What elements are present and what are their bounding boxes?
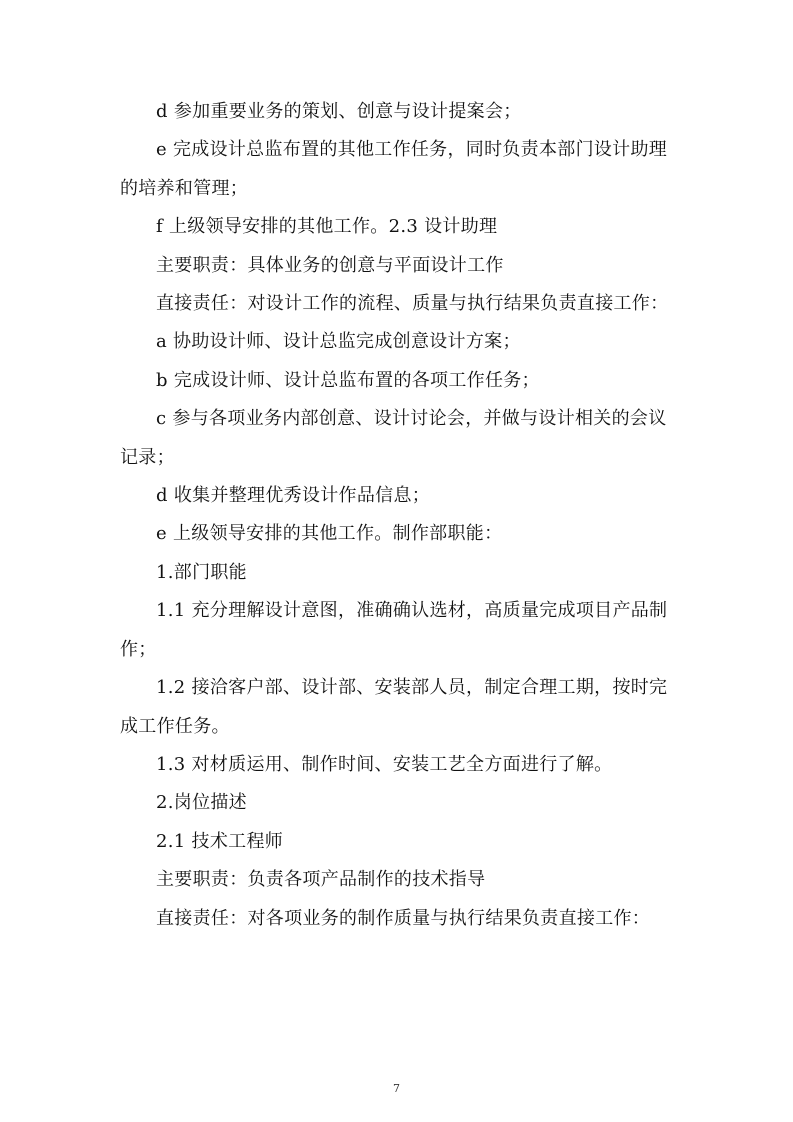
paragraph	[120, 323, 675, 361]
paragraph-line: 2.岗位描述	[156, 792, 247, 814]
paragraph	[120, 93, 675, 131]
paragraph-line: b 完成设计师、设计总监布置的各项工作任务；	[156, 369, 540, 391]
paragraph-line: e 完成设计总监布置的其他工作任务，同时负责本部门设计助理	[156, 139, 668, 161]
paragraph-line: e 上级领导安排的其他工作。制作部职能：	[156, 523, 503, 545]
paragraph-line: 主要职责：负责各项产品制作的技术指导	[156, 869, 486, 891]
paragraph	[120, 900, 675, 938]
paragraph	[120, 746, 675, 784]
subsection-heading	[120, 823, 675, 861]
paragraph-line: 主要职责：具体业务的创意与平面设计工作	[156, 254, 504, 276]
paragraph-line: 直接责任：对设计工作的流程、质量与执行结果负责直接工作：	[156, 293, 669, 315]
paragraph-line: 直接责任：对各项业务的制作质量与执行结果负责直接工作：	[156, 907, 651, 929]
paragraph-line: d 参加重要业务的策划、创意与设计提案会；	[156, 101, 522, 122]
paragraph	[120, 285, 675, 323]
paragraph	[120, 400, 675, 477]
page-number: 7	[393, 1082, 400, 1095]
paragraph	[120, 208, 675, 246]
paragraph-line: d 收集并整理优秀设计作品信息；	[156, 485, 431, 507]
paragraph	[120, 131, 675, 208]
section-heading	[120, 554, 675, 592]
paragraph-line: 2.1 技术工程师	[156, 830, 284, 852]
paragraph	[120, 477, 675, 515]
paragraph-line: 1.3 对材质运用、制作时间、安装工艺全方面进行了解。	[156, 753, 613, 775]
paragraph-line: 记录；	[120, 446, 175, 468]
document-body	[120, 93, 675, 938]
paragraph	[120, 669, 675, 746]
paragraph	[120, 362, 675, 400]
section-heading	[120, 784, 675, 822]
paragraph	[120, 592, 675, 669]
paragraph-line: 1.2 接洽客户部、设计部、安装部人员，制定合理工期，按时完	[156, 677, 668, 699]
paragraph	[120, 247, 675, 285]
paragraph-line: c 参与各项业务内部创意、设计讨论会，并做与设计相关的会议	[156, 408, 667, 430]
paragraph	[120, 861, 675, 899]
paragraph-line: f 上级领导安排的其他工作。2.3 设计助理	[156, 216, 498, 238]
paragraph-line: 1.1 充分理解设计意图，准确确认选材，高质量完成项目产品制	[156, 600, 668, 622]
paragraph	[120, 515, 675, 553]
paragraph-line: a 协助设计师、设计总监完成创意设计方案；	[156, 331, 521, 353]
paragraph-line: 1.部门职能	[156, 561, 247, 583]
paragraph-line: 作；	[120, 638, 157, 660]
paragraph-line: 的培养和管理；	[120, 177, 249, 199]
paragraph-line: 成工作任务。	[120, 715, 230, 737]
